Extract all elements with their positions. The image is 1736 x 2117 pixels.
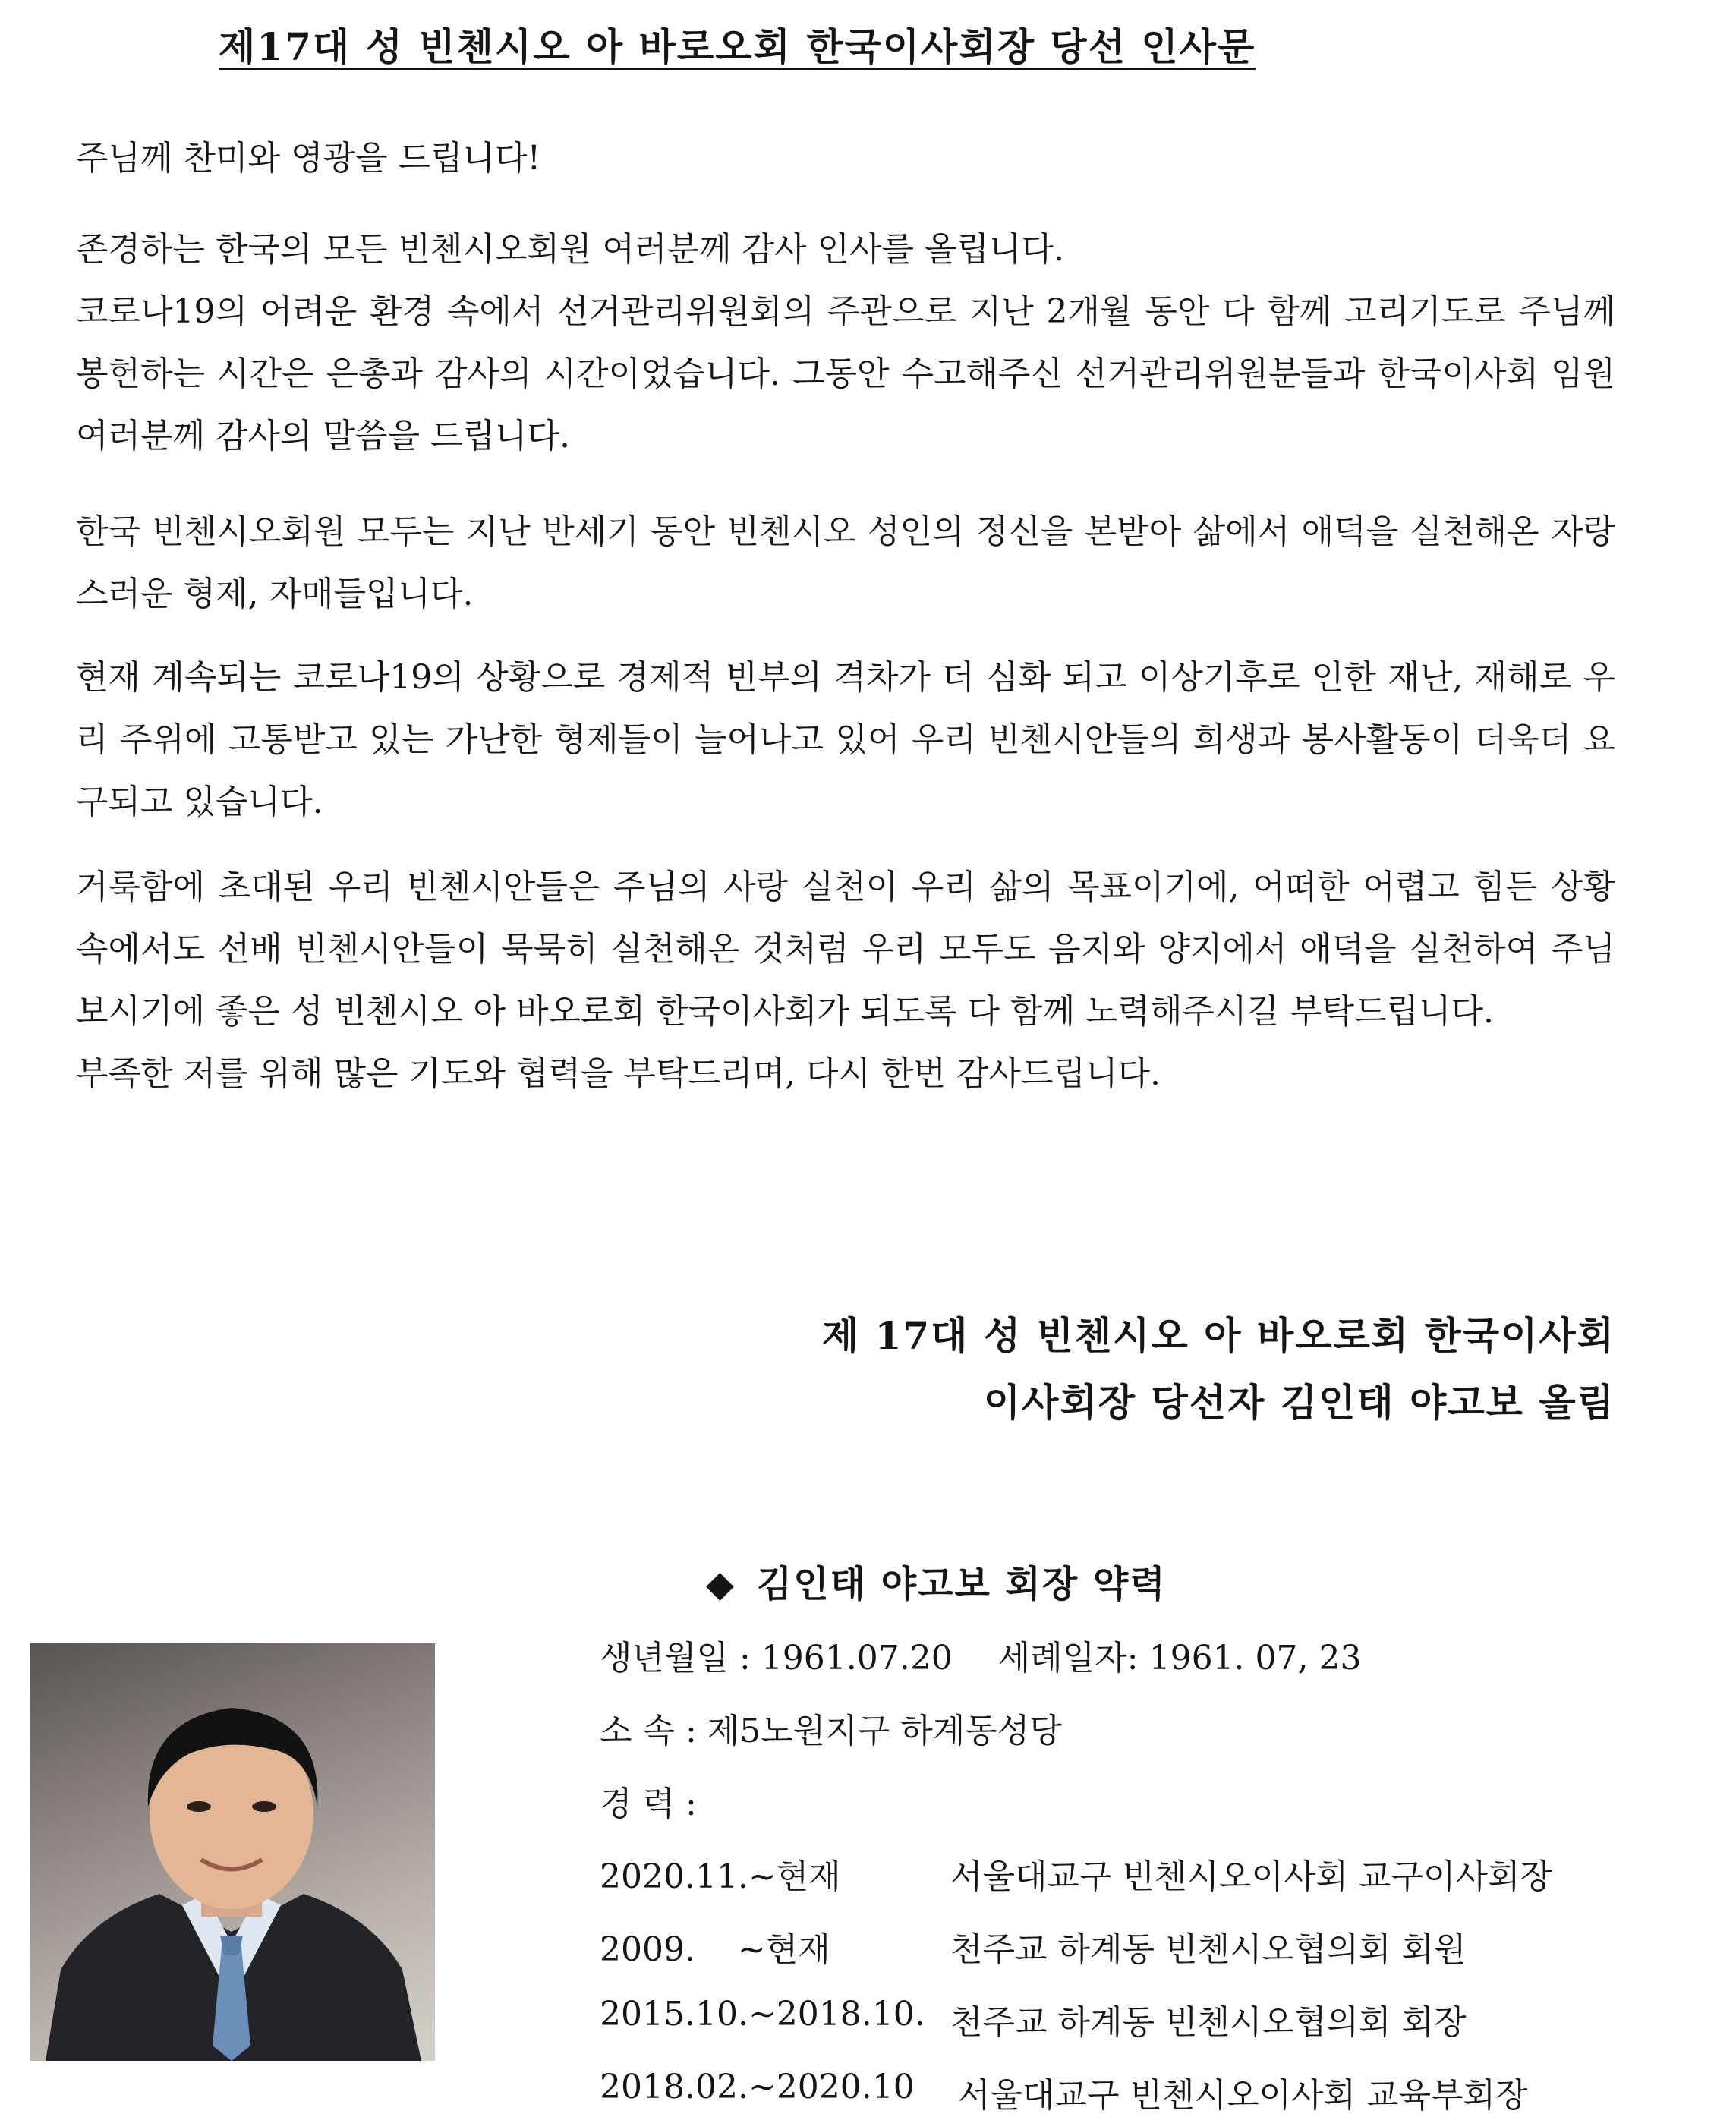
career-period: 2009. ~현재 [600, 1930, 830, 1969]
career-description: 천주교 하계동 빈첸시오협의회 회장 [950, 2003, 1467, 2042]
diamond-bullet-icon: ◆ [706, 1563, 736, 1605]
profile-photo [30, 1643, 435, 2061]
portrait-image [30, 1643, 435, 2061]
greeting-paragraph: 주님께 찬미와 영광을 드립니다! [76, 139, 541, 178]
birth-date-text: 생년월일 : 1961.07.20 [600, 1639, 953, 1678]
bio-heading-text: 김인태 야고보 회장 약력 [756, 1563, 1167, 1605]
thanks-paragraph: 존경하는 한국의 모든 빈첸시오회원 여러분께 감사 인사를 올립니다. 코로나19의 어려운 환경 속에서 선거관리위원회의 주관으로 지난 2개월 동안 다 함께 고리기도로 주님께 봉헌하는 시간은 은총과 감사의 시간이었습니다. 그동안 수고해주신 선거관리위원분들과 한국이사회 임원 여러분께 감사의 말씀을 드립니다. [76, 230, 1615, 455]
request-paragraph: 거룩함에 초대된 우리 빈첸시안들은 주님의 사랑 실천이 우리 삶의 목표이기에, 어떠한 어렵고 힘든 상황 속에서도 선배 빈첸시안들이 묵묵히 실천해온 것처럼 우리 모두도 음지와 양지에서 애덕을 실천하여 주님 보시기에 좋은 성 빈첸시오 아 바오로회 한국이사회가 되도록 다 함께 노력해주시길 부탁드립니다. 부족한 저를 위해 많은 기도와 협력을 부탁드리며, 다시 한번 감사드립니다. [76, 868, 1615, 1093]
baptism-date-text: 세례일자: 1961. 07, 23 [997, 1639, 1362, 1678]
affiliation: 소 속 : 제5노원지구 하계동성당 [600, 1712, 1062, 1750]
page-title: 제17대 성 빈첸시오 아 바로오회 한국이사회장 당선 인사문 [219, 24, 1256, 69]
career-period: 2018.02.~2020.10 [600, 2068, 915, 2106]
career-description: 천주교 하계동 빈첸시오협의회 회원 [950, 1930, 1467, 1969]
career-description: 서울대교구 빈첸시오이사회 교육부회장 [958, 2076, 1528, 2115]
career-period: 2020.11.~현재 [600, 1857, 841, 1896]
career-label: 경 력 : [600, 1785, 697, 1823]
bio-heading [706, 1555, 1167, 1607]
birth-date [600, 1630, 1361, 1679]
career-period: 2015.10.~2018.10. [600, 1995, 925, 2034]
signature-line-1: 제 17대 성 빈첸시오 아 바오로회 한국이사회 [821, 1313, 1615, 1358]
members-paragraph: 한국 빈첸시오회원 모두는 지난 반세기 동안 빈첸시오 성인의 정신을 본받아 삶에서 애덕을 실천해온 자랑스러운 형제, 자매들입니다. [76, 512, 1615, 613]
situation-paragraph: 현재 계속되는 코로나19의 상황으로 경제적 빈부의 격차가 더 심화 되고 이상기후로 인한 재난, 재해로 우리 주위에 고통받고 있는 가난한 형제들이 늘어나고 있어 우리 빈첸시안들의 희생과 봉사활동이 더욱더 요구되고 있습니다. [76, 658, 1615, 821]
signature-line-2: 이사회장 당선자 김인태 야고보 올림 [983, 1380, 1615, 1425]
career-description: 서울대교구 빈첸시오이사회 교구이사회장 [950, 1857, 1553, 1896]
